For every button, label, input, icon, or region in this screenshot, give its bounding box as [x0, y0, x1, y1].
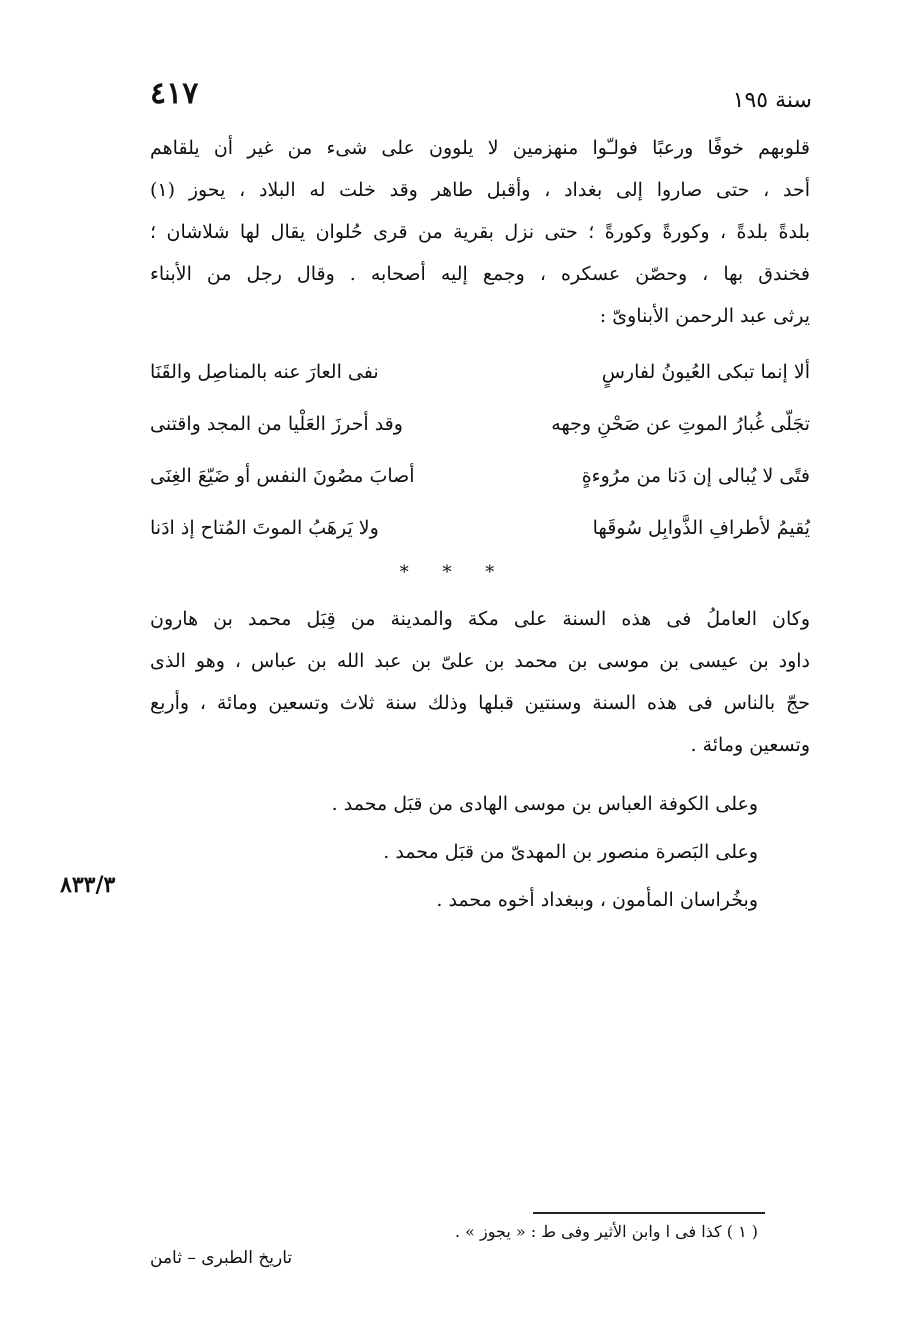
- running-title: سنة ١٩٥: [732, 88, 812, 113]
- verse-second-hemistich: أصابَ مصُونَ النفس أو ضَيّعَ الغِنَى: [150, 465, 415, 487]
- text-line: حجّ بالناس فى هذه السنة وسنتين قبلها وذلك سنة ثلاث وتسعين ومائة ، وأربع: [150, 692, 810, 714]
- poem-verse: [150, 450, 810, 502]
- poem-verse: [150, 502, 810, 554]
- verse-second-hemistich: وقد أحرزَ العَلْيا من المجد واقتنى: [150, 413, 403, 435]
- verse-first-hemistich: تجَلّى غُبارُ الموتِ عن صَحْنِ وجهه: [551, 413, 810, 435]
- poem-verse: [150, 398, 810, 450]
- paragraph-governors-intro: [150, 598, 810, 766]
- text-line: فخندق بها ، وحصّن عسكره ، وجمع إليه أصحابه . وقال رجل من الأبناء: [150, 263, 810, 285]
- page-number: ٤١٧: [150, 76, 199, 111]
- text-line: وكان العاملُ فى هذه السنة على مكة والمدينة من قِبَل محمد بن هارون: [150, 608, 810, 630]
- poem: [150, 346, 810, 554]
- footnote-divider: [533, 1212, 765, 1214]
- governor-line: وبخُراسان المأمون ، وببغداد أخوه محمد .: [436, 889, 758, 911]
- section-separator: * * *: [399, 562, 509, 583]
- verse-first-hemistich: ألا إنما تبكى العُيونُ لفارسٍ: [601, 361, 810, 383]
- verse-first-hemistich: فتًى لا يُبالى إن دَنا من مرُوءةٍ: [581, 465, 810, 487]
- text-line: قلوبهم خوفًا ورعبًا فولـّوا منهزمين لا يلوون على شىء من غير أن يلقاهم: [150, 137, 810, 159]
- verse-first-hemistich: يُقيمُ لأطرافِ الذَّوابِل سُوقَها: [592, 517, 810, 539]
- poem-verse: [150, 346, 810, 398]
- verse-second-hemistich: ولا يَرهَبُ الموتَ المُتاح إذ ادَنا: [150, 517, 379, 539]
- verse-second-hemistich: نفى العارَ عنه بالمناصِل والقَنَا: [150, 361, 379, 383]
- footnote: ( ١ ) كذا فى ا وابن الأثير وفى ط : « يجوز » .: [455, 1222, 758, 1241]
- governors-list: [158, 780, 758, 924]
- text-line: وتسعين ومائة .: [690, 734, 810, 756]
- text-line: يرثى عبد الرحمن الأبناوىّ :: [599, 305, 810, 327]
- footer-book-title: تاريخ الطبرى – ثامن: [150, 1248, 293, 1268]
- text-line: أحد ، حتى صاروا إلى بغداد ، وأقبل طاهر وقد خلت له البلاد ، يحوز (١): [150, 179, 810, 201]
- governor-line: وعلى البَصرة منصور بن المهدىّ من قبَل محمد .: [383, 841, 758, 863]
- paragraph-narrative: [150, 127, 810, 337]
- governor-line: وعلى الكوفة العباس بن موسى الهادى من قبَل محمد .: [331, 793, 758, 815]
- text-line: بلدةً بلدةً ، وكورةً وكورةً ؛ حتى نزل بقرية من قرى حُلوان يقال لها شلاشان ؛: [150, 221, 810, 243]
- margin-reference: ٨٣٣/٣: [60, 872, 116, 898]
- text-line: داود بن عيسى بن موسى بن محمد بن علىّ بن عبد الله بن عباس ، وهو الذى: [150, 650, 810, 672]
